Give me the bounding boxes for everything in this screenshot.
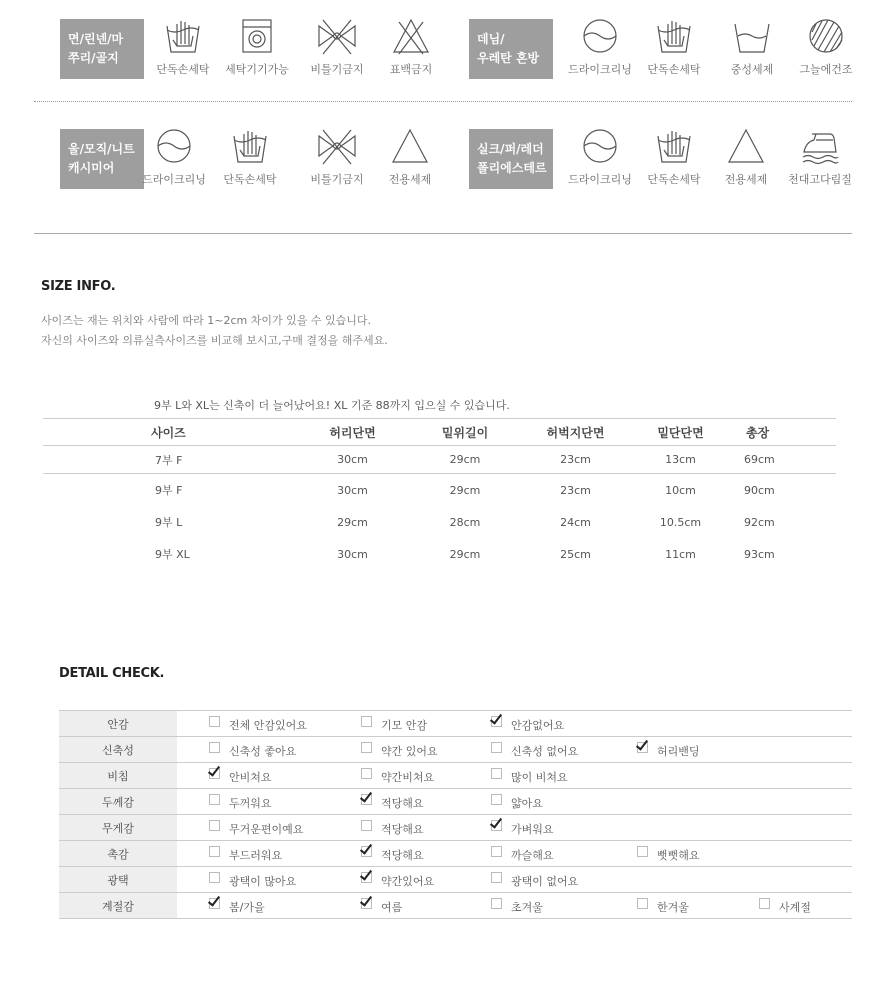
- care-item: [374, 129, 446, 199]
- detail-row-label: 안감: [59, 711, 177, 737]
- checkbox[interactable]: [491, 794, 502, 805]
- table-row: [43, 538, 836, 570]
- option-label: 광택이 없어요: [511, 875, 579, 888]
- table-cell: 13cm: [627, 446, 734, 474]
- checkbox[interactable]: [209, 742, 220, 753]
- detail-row-label: 비침: [59, 763, 177, 789]
- detail-check-title: DETAIL CHECK.: [59, 666, 165, 681]
- category-line: 폴리에스테르: [477, 161, 547, 175]
- care-item: [564, 129, 636, 199]
- table-row: [43, 506, 836, 538]
- dotted-divider: [34, 101, 852, 102]
- table-cell: 10.5cm: [659, 515, 702, 529]
- hand-wash-icon: [163, 16, 203, 58]
- checkbox[interactable]: [491, 742, 502, 753]
- care-item: [638, 129, 710, 199]
- detail-option-cell: [177, 737, 329, 763]
- table-cell: 29cm: [406, 446, 524, 474]
- detail-row: [59, 789, 852, 815]
- table-cell: 23cm: [560, 483, 591, 497]
- detail-option-cell: [727, 841, 852, 867]
- detail-option-cell: [727, 893, 852, 919]
- category-line: 우레탄 혼방: [477, 51, 540, 65]
- table-cell: 92cm: [744, 515, 775, 529]
- table-cell: 23cm: [524, 446, 627, 474]
- no-bleach-icon: [391, 16, 431, 58]
- checkbox[interactable]: [209, 846, 220, 857]
- table-cell: 29cm: [449, 547, 481, 561]
- detail-row: [59, 867, 852, 893]
- checkbox[interactable]: [759, 898, 770, 909]
- table-cell: 29cm: [337, 515, 368, 529]
- checkbox[interactable]: [637, 898, 648, 909]
- option-label: 무거운편이예요: [229, 823, 304, 836]
- detail-row-label: 광택: [59, 867, 177, 893]
- checkbox[interactable]: [209, 716, 220, 727]
- table-cell: 30cm: [299, 446, 406, 474]
- washing-machine-icon: [237, 16, 277, 58]
- category-line: 데님/: [477, 32, 505, 46]
- checkbox[interactable]: [361, 768, 372, 779]
- detail-option-cell: [605, 841, 727, 867]
- detail-row: [59, 893, 852, 919]
- no-wring-icon: [317, 126, 357, 168]
- table-cell: 24cm: [560, 515, 591, 529]
- checked-checkbox[interactable]: [361, 846, 372, 857]
- detail-row-label: 계절감: [59, 893, 177, 919]
- detail-option-cell: [459, 737, 605, 763]
- care-label: 단독손세탁: [223, 173, 277, 186]
- option-label: 봄/가을: [229, 901, 265, 914]
- care-label: 중성세제: [730, 63, 774, 76]
- option-label: 적당해요: [381, 849, 424, 862]
- detail-option-cell: [177, 711, 329, 737]
- detail-option-cell: [177, 867, 329, 893]
- table-cell: 30cm: [337, 483, 368, 497]
- size-note-line: 자신의 사이즈와 의류실측사이즈를 비교해 보시고,구매 결정을 해주세요.: [41, 334, 388, 347]
- hand-wash-icon: [654, 16, 694, 58]
- checked-checkbox[interactable]: [491, 716, 502, 727]
- section-divider: [34, 233, 852, 234]
- care-label: 그늘에건조: [799, 63, 853, 76]
- size-table: [43, 418, 836, 570]
- detail-row: [59, 841, 852, 867]
- header-cell: 사이즈: [43, 419, 299, 446]
- detail-option-cell: [605, 815, 727, 841]
- table-cell: 29cm: [449, 483, 481, 497]
- header-cell: 밑단단면: [627, 419, 734, 446]
- option-label: 가벼워요: [511, 823, 554, 836]
- care-label: 천대고다림질: [788, 173, 852, 186]
- checkbox[interactable]: [361, 716, 372, 727]
- detail-option-cell: [177, 893, 329, 919]
- checked-checkbox[interactable]: [361, 794, 372, 805]
- checkbox[interactable]: [491, 846, 502, 857]
- detail-option-cell: [459, 763, 605, 789]
- table-cell: 9부 L: [155, 516, 183, 529]
- detail-option-cell: [459, 841, 605, 867]
- category-line: 쭈리/골지: [68, 51, 119, 65]
- detail-row: [59, 737, 852, 763]
- detail-option-cell: [329, 841, 459, 867]
- care-item: [214, 129, 286, 199]
- care-label: 드라이크리닝: [568, 63, 632, 76]
- care-label: 드라이크리닝: [568, 173, 632, 186]
- option-label: 약간있어요: [381, 875, 435, 888]
- checkbox[interactable]: [491, 768, 502, 779]
- detail-option-cell: [605, 789, 727, 815]
- table-cell: 10cm: [665, 483, 696, 497]
- option-label: 사계절: [779, 901, 811, 914]
- size-table-header: [43, 419, 836, 446]
- checked-checkbox[interactable]: [209, 898, 220, 909]
- option-label: 적당해요: [381, 797, 424, 810]
- checkbox[interactable]: [491, 872, 502, 883]
- care-label: 전용세제: [724, 173, 768, 186]
- category-box: [60, 19, 144, 79]
- care-item: [301, 19, 373, 89]
- option-label: 한겨울: [657, 901, 689, 914]
- detail-row-label: 두께감: [59, 789, 177, 815]
- detail-row-label: 신축성: [59, 737, 177, 763]
- table-cell: 28cm: [449, 515, 481, 529]
- table-cell: 9부 F: [155, 484, 183, 497]
- option-label: 신축성 없어요: [511, 745, 579, 758]
- detail-option-cell: [177, 763, 329, 789]
- table-cell: 69cm: [734, 446, 836, 474]
- special-detergent-icon: [726, 126, 766, 168]
- detail-option-cell: [727, 711, 852, 737]
- option-label: 전체 안감있어요: [229, 719, 307, 732]
- care-item: [564, 19, 636, 89]
- table-cell: 7부 F: [43, 446, 299, 474]
- detail-option-cell: [727, 815, 852, 841]
- detail-option-cell: [177, 841, 329, 867]
- care-label: 비틀기금지: [310, 173, 364, 186]
- size-info-title: SIZE INFO.: [41, 279, 116, 294]
- option-label: 광택이 많아요: [229, 875, 297, 888]
- detail-option-cell: [329, 763, 459, 789]
- option-label: 많이 비쳐요: [511, 771, 568, 784]
- detail-option-cell: [177, 815, 329, 841]
- detail-row: [59, 711, 852, 737]
- option-label: 약간 있어요: [381, 745, 438, 758]
- detail-option-cell: [329, 893, 459, 919]
- size-note-line: 사이즈는 재는 위치와 사람에 따라 1~2cm 차이가 있을 수 있습니다.: [41, 314, 371, 327]
- option-label: 신축성 좋아요: [229, 745, 297, 758]
- option-label: 기모 안감: [381, 719, 428, 732]
- size-table-note: 9부 L와 XL는 신축이 더 늘어났어요! XL 기준 88까지 입으실 수 있습니다.: [154, 399, 510, 412]
- care-item: [221, 19, 293, 89]
- option-label: 안비쳐요: [229, 771, 272, 784]
- neutral-detergent-icon: [732, 16, 772, 58]
- checkbox[interactable]: [209, 872, 220, 883]
- detail-option-cell: [329, 711, 459, 737]
- dry-clean-icon: [580, 16, 620, 58]
- detail-option-cell: [459, 711, 605, 737]
- care-label: 드라이크리닝: [142, 173, 206, 186]
- care-label: 단독손세탁: [647, 173, 701, 186]
- detail-option-cell: [459, 867, 605, 893]
- shade-dry-icon: [806, 16, 846, 58]
- checked-checkbox[interactable]: [209, 768, 220, 779]
- table-cell: 90cm: [744, 483, 775, 497]
- checked-checkbox[interactable]: [637, 742, 648, 753]
- detail-option-cell: [605, 867, 727, 893]
- table-cell: 11cm: [665, 547, 696, 561]
- detail-row-label: 촉감: [59, 841, 177, 867]
- hand-wash-icon: [230, 126, 270, 168]
- care-item: [716, 19, 788, 89]
- option-label: 뻣뻣해요: [657, 849, 700, 862]
- checkbox[interactable]: [209, 794, 220, 805]
- detail-option-cell: [605, 711, 727, 737]
- hand-wash-icon: [654, 126, 694, 168]
- header-cell: 밑위길이: [406, 419, 524, 446]
- option-label: 약간비쳐요: [381, 771, 435, 784]
- option-label: 안감없어요: [511, 719, 565, 732]
- dry-clean-icon: [580, 126, 620, 168]
- care-label: 세탁기기가능: [225, 63, 289, 76]
- header-cell: 총장: [734, 419, 836, 446]
- checkbox[interactable]: [361, 820, 372, 831]
- care-item: [138, 129, 210, 199]
- care-row-1: [0, 19, 876, 89]
- care-item: [301, 129, 373, 199]
- detail-option-cell: [727, 737, 852, 763]
- detail-option-cell: [605, 893, 727, 919]
- table-row: [43, 474, 836, 507]
- header-cell: 허벅지단면: [524, 419, 627, 446]
- option-label: 초겨울: [511, 901, 543, 914]
- category-box: [469, 129, 553, 189]
- care-label: 전용세제: [388, 173, 432, 186]
- option-label: 두꺼워요: [229, 797, 272, 810]
- care-item: [375, 19, 447, 89]
- category-line: 울/모직/니트: [68, 142, 135, 156]
- table-cell: 30cm: [337, 547, 368, 561]
- no-wring-icon: [317, 16, 357, 58]
- care-row-2: [0, 129, 876, 199]
- iron-with-cloth-icon: [800, 126, 840, 168]
- checked-checkbox[interactable]: [361, 898, 372, 909]
- option-label: 적당해요: [381, 823, 424, 836]
- table-cell: 93cm: [744, 547, 775, 561]
- detail-option-cell: [329, 867, 459, 893]
- detail-row-label: 무게감: [59, 815, 177, 841]
- detail-option-cell: [459, 893, 605, 919]
- detail-check-table: [59, 710, 852, 919]
- care-item: [790, 19, 862, 89]
- care-label: 표백금지: [389, 63, 433, 76]
- detail-option-cell: [727, 867, 852, 893]
- care-label: 단독손세탁: [647, 63, 701, 76]
- table-row: [43, 446, 836, 474]
- checkbox[interactable]: [637, 846, 648, 857]
- checkbox[interactable]: [491, 898, 502, 909]
- detail-option-cell: [459, 815, 605, 841]
- care-item: [784, 129, 856, 199]
- detail-option-cell: [177, 789, 329, 815]
- option-label: 여름: [381, 901, 403, 914]
- option-label: 부드러워요: [229, 849, 283, 862]
- detail-option-cell: [329, 815, 459, 841]
- care-label: 비틀기금지: [310, 63, 364, 76]
- care-item: [638, 19, 710, 89]
- checked-checkbox[interactable]: [361, 872, 372, 883]
- table-cell: 25cm: [560, 547, 591, 561]
- detail-option-cell: [605, 737, 727, 763]
- detail-option-cell: [605, 763, 727, 789]
- detail-option-cell: [329, 737, 459, 763]
- detail-row: [59, 815, 852, 841]
- care-item: [147, 19, 219, 89]
- checkbox[interactable]: [361, 742, 372, 753]
- detail-option-cell: [459, 789, 605, 815]
- option-label: 얇아요: [511, 797, 543, 810]
- category-line: 실크/퍼/레더: [477, 142, 544, 156]
- table-cell: 9부 XL: [155, 548, 190, 561]
- dry-clean-icon: [154, 126, 194, 168]
- category-box: [469, 19, 553, 79]
- checked-checkbox[interactable]: [491, 820, 502, 831]
- detail-option-cell: [727, 789, 852, 815]
- header-cell: 허리단면: [299, 419, 406, 446]
- category-line: 면/린넨/마: [68, 32, 124, 46]
- care-item: [710, 129, 782, 199]
- option-label: 까슬해요: [511, 849, 554, 862]
- checkbox[interactable]: [209, 820, 220, 831]
- option-label: 허리밴딩: [657, 745, 700, 758]
- special-detergent-icon: [390, 126, 430, 168]
- detail-row: [59, 763, 852, 789]
- detail-option-cell: [727, 763, 852, 789]
- care-label: 단독손세탁: [156, 63, 210, 76]
- detail-option-cell: [329, 789, 459, 815]
- category-line: 캐시미어: [68, 161, 115, 175]
